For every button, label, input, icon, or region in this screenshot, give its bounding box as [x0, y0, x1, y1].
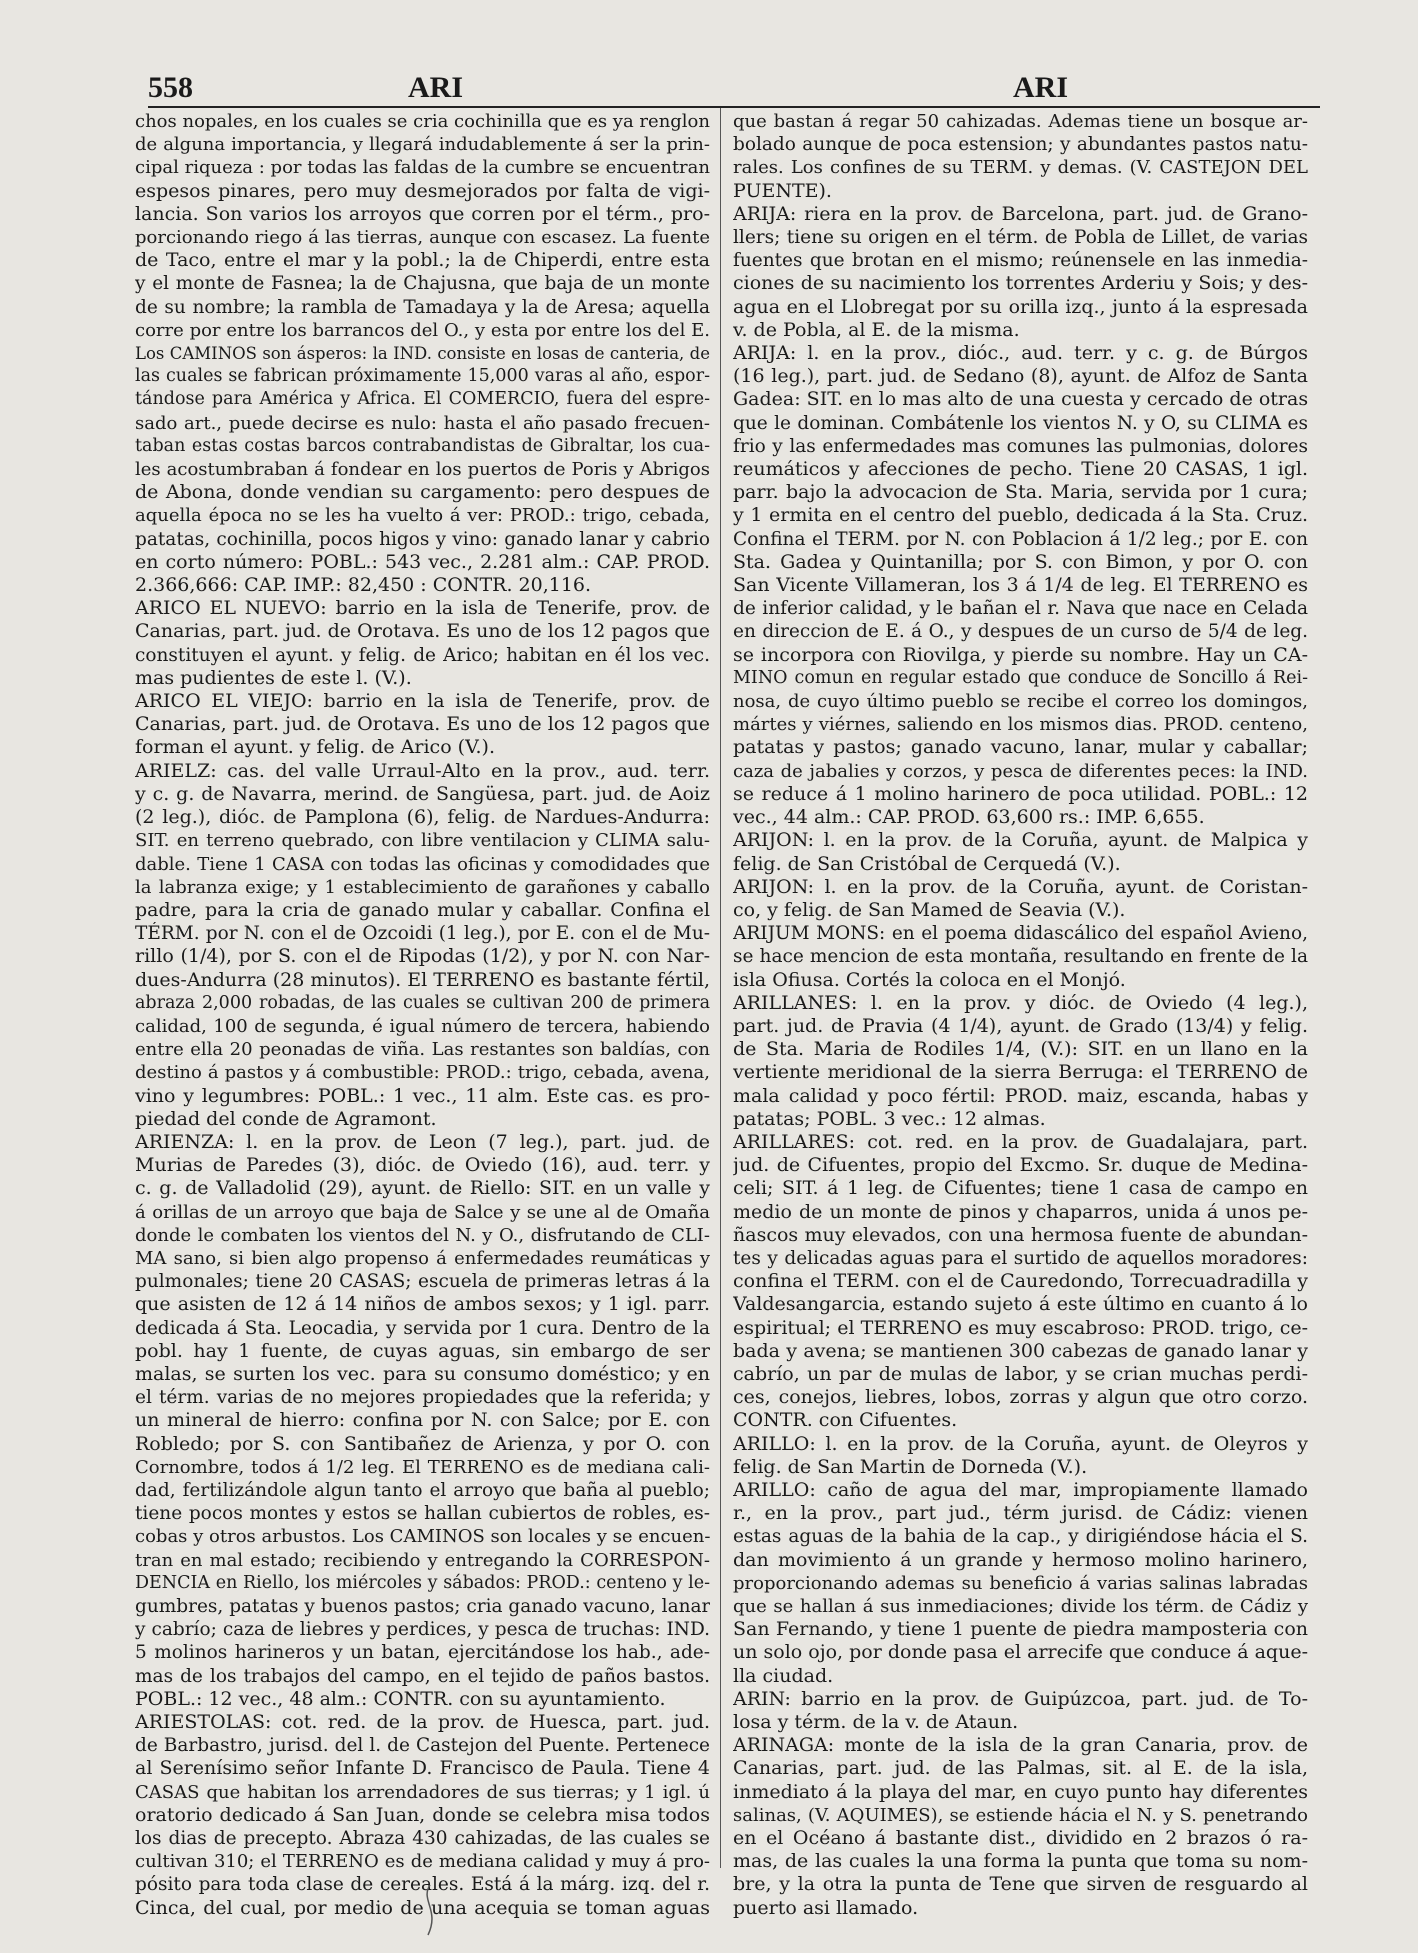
text-line: nosa, de cuyo último pueblo se recibe el correo los domingos, [733, 691, 1308, 713]
text-line: forman el ayunt. y felig. de Arico (V.). [135, 736, 495, 759]
text-line: destino á pastos y á combustible: PROD.: trigo, cebada, avena, [135, 1062, 710, 1084]
text-line: Canarias, part. jud. de las Palmas, sit. al E. de la isla, [733, 1757, 1308, 1780]
text-line: que le dominan. Combátenle los vientos N. y O, su CLIMA es [733, 412, 1308, 434]
text-line: bre, y la otra la punta de Tene que sirven de resguardo al [733, 1873, 1308, 1896]
text-line: 5 molinos harineros y un batan, ejercitándose los hab., ade- [135, 1642, 710, 1664]
text-line: la labranza exige; y 1 establecimiento de garañones y caballo [135, 876, 710, 898]
text-line: pósito para toda clase de cereales. Está á la márg. izq. del r. [135, 1874, 710, 1896]
text-line: ARICO EL VIEJO: barrio en la isla de Tenerife, prov. de [135, 690, 710, 713]
text-line: ARIJA: riera en la prov. de Barcelona, part. jud. de Grano- [733, 202, 1308, 225]
text-line: de inferior calidad, y le bañan el r. Nava que nace en Celada [733, 598, 1308, 620]
text-line: co, y felig. de San Mamed de Seavia (V.). [733, 898, 1126, 921]
text-line: San Vicente Villameran, los 3 á 1/4 de leg. El TERRENO es [733, 574, 1308, 597]
text-line: espiritual; el TERRENO es muy escabroso: PROD. trigo, ce- [733, 1316, 1308, 1339]
text-line: proporcionando ademas su beneficio á varias salinas labradas [733, 1572, 1308, 1594]
text-line: y cabrío; caza de liebres y perdices, y pesca de truchas: IND. [135, 1619, 710, 1641]
text-line: que se hallan á sus inmediaciones; divide los térm. de Cádiz y [733, 1596, 1308, 1617]
left-column [135, 110, 710, 1920]
text-line: (16 leg.), part. jud. de Sedano (8), ayunt. de Alfoz de Santa [733, 365, 1308, 388]
text-line: felig. de San Martin de Dorneda (V.). [733, 1455, 1088, 1478]
text-line: r., en la prov., part jud., térm jurisd. de Cádiz: vienen [733, 1502, 1308, 1525]
text-line: pobl. hay 1 fuente, de cuyas aguas, sin embargo de ser [135, 1339, 710, 1362]
text-line: y c. g. de Navarra, merind. de Sangüesa, part. jud. de Aoiz [135, 782, 710, 805]
text-line: y 1 ermita en el centro del pueblo, dedicada á la Sta. Cruz. [733, 504, 1308, 527]
text-line: de Taco, entre el mar y la pobl.; la de Chiperdi, entre esta [135, 249, 710, 272]
text-line: gumbres, patatas y buenos pastos; cria ganado vacuno, lanar [135, 1596, 710, 1617]
text-line: tiene pocos montes y estos se hallan cubiertos de robles, es- [135, 1503, 710, 1525]
text-line: los dias de precepto. Abraza 430 cahizadas, de las cuales se [135, 1828, 710, 1850]
text-line: Confina el TERM. por N. con Poblacion á 1/2 leg.; por E. con [733, 528, 1308, 550]
text-line: losa y térm. de la v. de Ataun. [733, 1711, 1019, 1734]
text-line: estas aguas de la bahia de la cap., y dirigiéndose hácia el S. [733, 1526, 1308, 1548]
text-line: jud. de Cifuentes, propio del Excmo. Sr. duque de Medina- [733, 1154, 1308, 1177]
text-line: v. de Pobla, al E. de la misma. [733, 318, 1020, 341]
text-line: frio y las enfermedades mas comunes las pulmonias, dolores [733, 435, 1308, 457]
text-line: 2.366,666: CAP. IMP.: 82,450 : CONTR. 20,116. [135, 574, 592, 597]
text-line: ARIJA: l. en la prov., dióc., aud. terr. y c. g. de Búrgos [733, 342, 1308, 365]
text-line: mártes y viérnes, saliendo en los mismos dias. PROD. centeno, [733, 714, 1308, 736]
text-line: de alguna importancia, y llegará indudablemente á ser la prin- [135, 134, 710, 156]
text-line: ARILLO: l. en la prov. de la Coruña, ayunt. de Oleyros y [733, 1432, 1308, 1455]
text-line: el térm. varias de no mejores propiedades que la referida; y [135, 1387, 710, 1409]
text-line: part. jud. de Pravia (4 1/4), ayunt. de Grado (13/4) y felig. [733, 1014, 1308, 1037]
text-line: porcionando riego á las tierras, aunque con escasez. La fuente [135, 227, 710, 249]
text-line: parr. bajo la advocacion de Sta. Maria, servida por 1 cura; [733, 481, 1308, 504]
text-line: aquella época no se les ha vuelto á ver: PROD.: trigo, cebada, [135, 505, 710, 527]
text-line: isla Ofiusa. Cortés la coloca en el Monjó. [733, 968, 1126, 991]
text-line: felig. de San Cristóbal de Cerquedá (V.). [733, 852, 1121, 875]
text-line: lla ciudad. [733, 1664, 834, 1687]
text-line: ARINAGA: monte de la isla de la gran Canaria, prov. de [733, 1734, 1308, 1757]
column-divider [720, 108, 721, 1868]
text-line: Murias de Paredes (3), dióc. de Oviedo (16), aud. terr. y [135, 1154, 710, 1177]
text-line: reumáticos y afecciones de pecho. Tiene 20 CASAS, 1 igl. [733, 458, 1308, 481]
text-line: taban estas costas barcos contrabandistas de Gibraltar, los cua- [135, 435, 710, 456]
right-column [733, 110, 1308, 1920]
text-line: al Serenísimo señor Infante D. Francisco de Paula. Tiene 4 [135, 1757, 710, 1780]
header-rule [148, 106, 1320, 108]
text-line: llers; tiene su origen en el térm. de Pobla de Lillet, de varias [733, 227, 1308, 249]
text-line: POBL.: 12 vec., 48 alm.: CONTR. con su ayuntamiento. [135, 1687, 666, 1710]
text-line: MA sano, si bien algo propenso á enfermedades reumáticas y [135, 1247, 710, 1269]
text-line: patatas y pastos; ganado vacuno, lanar, mular y caballar; [733, 736, 1308, 759]
text-line: SIT. en terreno quebrado, con libre ventilacion y CLIMA salu- [135, 830, 710, 852]
text-line: ARIJON: l. en la prov. de la Coruña, ayunt. de Coristan- [733, 875, 1308, 898]
text-line: PUENTE). [733, 179, 832, 202]
text-line: les acostumbraban á fondear en los puertos de Poris y Abrigos [135, 459, 710, 481]
text-line: calidad, 100 de segunda, é igual número de tercera, habiendo [135, 1015, 710, 1037]
text-line: mas pudientes de este l. (V.). [135, 666, 412, 689]
text-line: ARIN: barrio en la prov. de Guipúzcoa, part. jud. de To- [733, 1687, 1308, 1710]
text-line: medio de un monte de pinos y chaparros, unida á unos pe- [733, 1200, 1308, 1223]
text-line: dable. Tiene 1 CASA con todas las oficinas y comodidades que [135, 853, 710, 875]
text-line: ARIJUM MONS: en el poema didascálico del español Avieno, [733, 923, 1308, 945]
text-line: se hace mencion de esta montaña, resultando en frente de la [733, 946, 1308, 968]
text-line: espesos pinares, pero muy desmejorados por falta de vigi- [135, 179, 710, 202]
text-line: malas, se surten los vec. para su consumo doméstico; y en [135, 1362, 710, 1385]
text-line: vertiente meridional de la sierra Berruga: el TERRENO de [733, 1061, 1308, 1084]
text-line: tran en mal estado; recibiendo y entregando la CORRESPON- [135, 1549, 710, 1571]
text-line: corre por entre los barrancos del O., y esta por entre los del E. [135, 319, 710, 341]
text-line: puerto asi llamado. [733, 1896, 919, 1919]
text-line: MINO comun en regular estado que conduce de Soncillo á Rei- [733, 667, 1308, 688]
text-line: á orillas de un arroyo que baja de Salce y se une al de Omaña [135, 1201, 710, 1223]
text-line: Canarias, part. jud. de Orotava. Es uno de los 12 pagos que [135, 620, 710, 643]
text-line: ARIESTOLAS: cot. red. de la prov. de Huesca, part. jud. [135, 1711, 710, 1734]
text-line: pulmonales; tiene 20 CASAS; escuela de primeras letras á la [135, 1271, 710, 1293]
text-line: ñascos muy elevados, con una hermosa fuente de abundan- [733, 1223, 1308, 1246]
text-line: bada y avena; se mantienen 300 cabezas de ganado lanar y [733, 1339, 1308, 1362]
text-line: Cinca, del cual, por medio de una acequia se toman aguas [135, 1896, 710, 1919]
text-line: mala calidad y poco fértil: PROD. maiz, escanda, habas y [733, 1084, 1308, 1107]
text-line: vino y legumbres: POBL.: 1 vec., 11 alm. Este cas. es pro- [135, 1084, 710, 1107]
text-line: Gadea: SIT. en lo mas alto de una cuesta y cercado de otras [733, 388, 1308, 411]
text-line: Cornombre, todos á 1/2 leg. El TERRENO es de mediana cali- [135, 1456, 710, 1478]
text-line: Sta. Gadea y Quintanilla; por S. con Bimon, y por O. con [733, 550, 1308, 573]
text-line: Robledo; por S. con Santibañez de Arienza, y por O. con [135, 1432, 710, 1455]
text-line: que bastan á regar 50 cahizadas. Ademas tiene un bosque ar- [733, 111, 1308, 132]
text-line: cabrío, un par de mulas de labor, y se crian muchas perdi- [733, 1362, 1308, 1385]
text-line: constituyen el ayunt. y felig. de Arico; habitan en él los vec. [135, 644, 710, 666]
text-line: (2 leg.), dióc. de Pamplona (6), felig. de Nardues-Andurra: [135, 806, 710, 829]
text-line: fuentes que brotan en el mismo; reúnensele en las inmedia- [733, 250, 1308, 272]
text-line: ARICO EL NUEVO: barrio en la isla de Tenerife, prov. de [135, 597, 710, 620]
text-line: inmediato á la playa del mar, en cuyo punto hay diferentes [733, 1780, 1308, 1803]
text-line: dues-Andurra (28 minutos). El TERRENO es bastante fértil, [135, 968, 710, 991]
text-line: cobas y otros arbustos. Los CAMINOS son locales y se encuen- [135, 1526, 710, 1548]
text-line: San Fernando, y tiene 1 puente de piedra mamposteria con [733, 1618, 1308, 1641]
text-line: rales. Los confines de su TERM. y demas. (V. CASTEJON DEL [733, 157, 1308, 179]
text-line: Los CAMINOS son ásperos: la IND. consiste en losas de canteria, de [135, 344, 710, 364]
text-line: patatas, cochinilla, pocos higos y vino: ganado lanar y cabrio [135, 528, 710, 550]
text-line: sado art., puede decirse es nulo: hasta el año pasado frecuen- [135, 412, 710, 434]
text-line: de su nombre; la rambla de Tamadaya y la de Aresa; aquella [135, 296, 710, 318]
text-line: vec., 44 alm.: CAP. PROD. 63,600 rs.: IMP. 6,655. [733, 806, 1205, 829]
page-number: 558 [148, 71, 193, 104]
text-line: que asisten de 12 á 14 niños de ambos sexos; y 1 igl. parr. [135, 1293, 710, 1316]
text-line: oratorio dedicado á San Juan, donde se celebra misa todos [135, 1803, 710, 1826]
text-line: c. g. de Valladolid (29), ayunt. de Riello: SIT. en un valle y [135, 1177, 710, 1200]
text-line: lancia. Son varios los arroyos que corren por el térm., pro- [135, 202, 710, 225]
left-running-head: ARI [408, 71, 464, 104]
text-line: de Abona, donde vendian su cargamento: pero despues de [135, 481, 710, 504]
text-line: ARILLO: caño de agua del mar, impropiamente llamado [733, 1478, 1308, 1501]
text-line: confina el TERM. con el de Cauredondo, Torrecuadradilla y [733, 1270, 1308, 1293]
text-line: tes y delicadas aguas para el surtido de aquellos moradores: [733, 1247, 1308, 1269]
text-line: ces, conejos, liebres, lobos, zorras y algun que otro corzo. [733, 1386, 1308, 1409]
text-line: patatas; POBL. 3 vec.: 12 almas. [733, 1107, 1046, 1130]
text-line: cipal riqueza : por todas las faldas de la cumbre se encuentran [135, 157, 710, 179]
text-line: tándose para América y Africa. El COMERCIO, fuera del espre- [135, 389, 710, 410]
text-line: Canarias, part. jud. de Orotava. Es uno de los 12 pagos que [135, 713, 710, 736]
text-line: en el Océano á bastante dist., dividido en 2 brazos ó ra- [733, 1827, 1308, 1850]
text-line: ARILLARES: cot. red. en la prov. de Guadalajara, part. [733, 1130, 1308, 1153]
text-line: agua en el Llobregat por su orilla izq., junto á la espresada [733, 295, 1308, 318]
text-line: de Sta. Maria de Rodiles 1/4, (V.): SIT. en un llano en la [733, 1038, 1308, 1061]
page-header [148, 70, 1320, 106]
text-line: de Barbastro, jurisd. del l. de Castejon del Puente. Pertenece [135, 1735, 710, 1757]
text-line: ARIENZA: l. en la prov. de Leon (7 leg.), part. jud. de [135, 1130, 710, 1153]
text-line: dad, fertilizándole algun tanto el arroyo que baña al pueblo; [135, 1479, 710, 1501]
text-line: un mineral de hierro: confina por N. con Salce; por E. con [135, 1409, 710, 1432]
text-line: piedad del conde de Agramont. [135, 1107, 437, 1130]
text-line: mas, de las cuales la una forma la punta que toma su nom- [733, 1850, 1308, 1873]
text-line: mas de los trabajos del campo, en el tejido de paños bastos. [135, 1665, 710, 1687]
text-line: CASAS que habitan los arrendadores de sus tierras; y 1 igl. ú [135, 1781, 710, 1803]
text-line: ciones de su nacimiento los torrentes Arderiu y Sois; y des- [733, 272, 1308, 295]
text-line: dan movimiento á un grande y hermoso molino harinero, [733, 1548, 1308, 1571]
text-line: ARIJON: l. en la prov. de la Coruña, ayunt. de Malpica y [733, 829, 1308, 852]
text-line: Valdesangarcia, estando sujeto á este último en cuanto á lo [733, 1293, 1308, 1316]
text-line: cultivan 310; el TERRENO es de mediana calidad y muy á pro- [135, 1851, 710, 1873]
text-line: celi; SIT. á 1 leg. de Cifuentes; tiene 1 casa de campo en [733, 1177, 1308, 1200]
text-line: dedicada á Sta. Leocadia, y servida por 1 cura. Dentro de la [135, 1317, 710, 1339]
text-line: las cuales se fabrican próximamente 15,000 varas al año, espor- [135, 366, 710, 387]
text-line: donde le combaten los vientos del N. y O., disfrutando de CLI- [135, 1224, 710, 1246]
text-line: un solo ojo, por donde pasa el arrecife que conduce á aque- [733, 1641, 1308, 1664]
text-line: en corto número: POBL.: 543 vec., 2.281 alm.: CAP. PROD. [135, 550, 710, 573]
text-line: entre ella 20 peonadas de viña. Las restantes son baldías, con [135, 1039, 710, 1061]
text-line: padre, para la cria de ganado mular y caballar. Confina el [135, 898, 710, 921]
text-line: rillo (1/4), por S. con el de Ripodas (1/2), y por N. con Nar- [135, 945, 710, 968]
text-line: caza de jabalies y corzos, y pesca de diferentes peces: la IND. [733, 760, 1308, 782]
right-running-head: ARI [1013, 71, 1069, 104]
margin-scribble-mark [410, 1880, 450, 1940]
text-line: y el monte de Fasnea; la de Chajusna, que baja de un monte [135, 273, 710, 295]
text-line: salinas, (V. AQUIMES), se estiende hácia el N. y S. penetrando [733, 1804, 1308, 1826]
text-line: chos nopales, en los cuales se cria cochinilla que es ya renglon [135, 111, 710, 132]
text-line: abraza 2,000 robadas, de las cuales se cultivan 200 de primera [135, 992, 710, 1013]
text-line: se incorpora con Riovilga, y pierde su nombre. Hay un CA- [733, 643, 1308, 666]
text-line: bolado aunque de poca estension; y abundantes pastos natu- [733, 134, 1308, 156]
text-line: en direccion de E. á O., y despues de un curso de 5/4 de leg. [733, 621, 1308, 643]
text-line: CONTR. con Cifuentes. [733, 1409, 958, 1432]
text-line: ARIELZ: cas. del valle Urraul-Alto en la prov., aud. terr. [135, 759, 710, 782]
text-line: se reduce á 1 molino harinero de poca utilidad. POBL.: 12 [733, 782, 1308, 805]
text-line: TÉRM. por N. con el de Ozcoidi (1 leg.), por E. con el de Mu- [135, 923, 710, 945]
text-line: DENCIA en Riello, los miércoles y sábados: PROD.: centeno y le- [135, 1572, 710, 1593]
text-line: ARILLANES: l. en la prov. y dióc. de Oviedo (4 leg.), [733, 991, 1308, 1014]
